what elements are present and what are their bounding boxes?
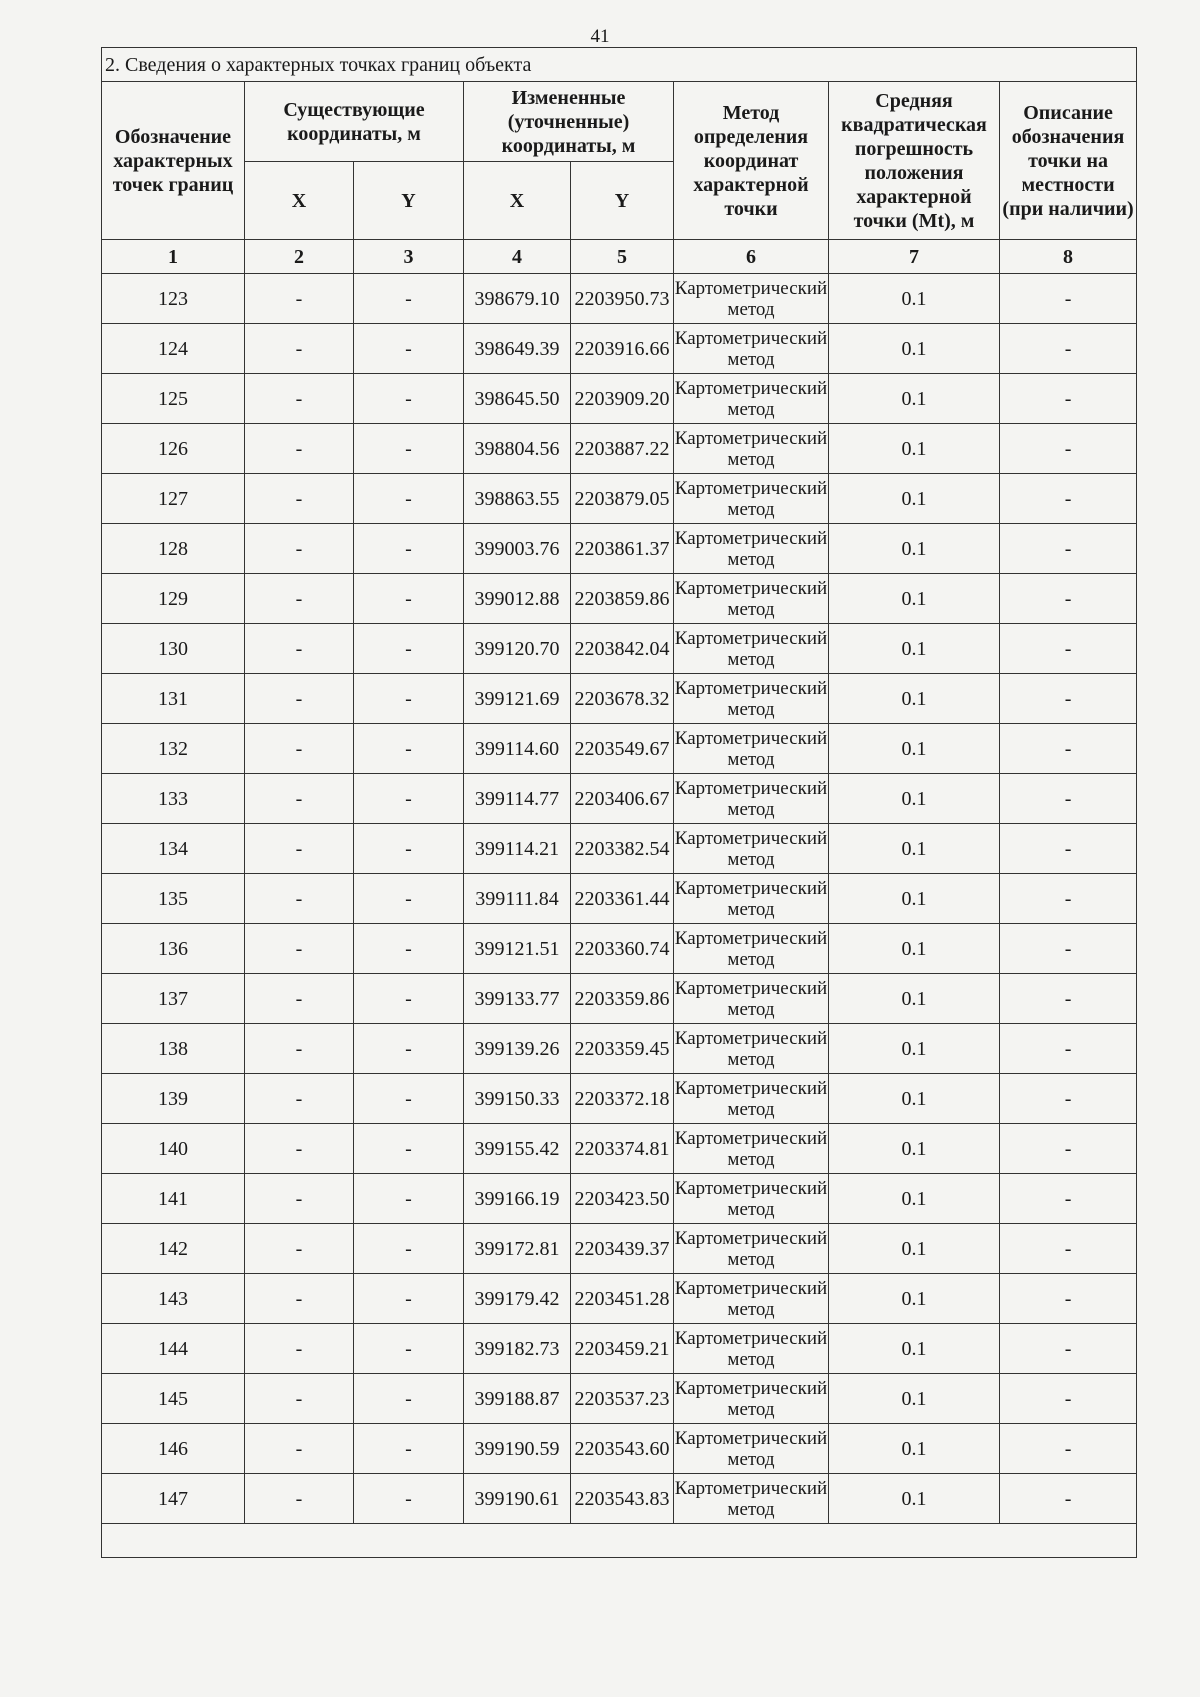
cell-point-number: 145 bbox=[102, 1374, 245, 1424]
cell-changed-y: 2203359.45 bbox=[571, 1024, 674, 1074]
cell-existing-y: - bbox=[354, 1024, 464, 1074]
cell-accuracy: 0.1 bbox=[829, 1224, 1000, 1274]
page-number: 41 bbox=[590, 26, 610, 47]
table-row bbox=[102, 1124, 1137, 1174]
header-method: Метод определения координат характерной точки bbox=[674, 82, 829, 240]
cell-method: Картометрический метод bbox=[674, 1124, 829, 1174]
cell-existing-y: - bbox=[354, 1374, 464, 1424]
cell-existing-x: - bbox=[245, 1374, 354, 1424]
cell-point-number: 143 bbox=[102, 1274, 245, 1324]
cell-existing-y: - bbox=[354, 1324, 464, 1374]
cell-point-number: 137 bbox=[102, 974, 245, 1024]
cell-existing-x: - bbox=[245, 724, 354, 774]
cell-method: Картометрический метод bbox=[674, 1424, 829, 1474]
cell-description: - bbox=[1000, 824, 1137, 874]
cell-accuracy: 0.1 bbox=[829, 874, 1000, 924]
cell-description: - bbox=[1000, 674, 1137, 724]
table-row bbox=[102, 274, 1137, 324]
cell-accuracy: 0.1 bbox=[829, 1474, 1000, 1524]
cell-description: - bbox=[1000, 374, 1137, 424]
cell-point-number: 132 bbox=[102, 724, 245, 774]
cell-existing-x: - bbox=[245, 774, 354, 824]
cell-point-number: 136 bbox=[102, 924, 245, 974]
cell-accuracy: 0.1 bbox=[829, 424, 1000, 474]
column-number: 4 bbox=[464, 240, 571, 274]
cell-method: Картометрический метод bbox=[674, 1074, 829, 1124]
cell-description: - bbox=[1000, 1024, 1137, 1074]
cell-method: Картометрический метод bbox=[674, 324, 829, 374]
header-existing-y: Y bbox=[354, 162, 464, 240]
cell-description: - bbox=[1000, 1324, 1137, 1374]
cell-existing-y: - bbox=[354, 1274, 464, 1324]
column-number: 6 bbox=[674, 240, 829, 274]
cell-changed-y: 2203909.20 bbox=[571, 374, 674, 424]
cell-existing-x: - bbox=[245, 1424, 354, 1474]
cell-accuracy: 0.1 bbox=[829, 974, 1000, 1024]
cell-accuracy: 0.1 bbox=[829, 524, 1000, 574]
cell-existing-x: - bbox=[245, 824, 354, 874]
cell-point-number: 142 bbox=[102, 1224, 245, 1274]
cell-existing-x: - bbox=[245, 1174, 354, 1224]
cell-accuracy: 0.1 bbox=[829, 574, 1000, 624]
cell-existing-x: - bbox=[245, 374, 354, 424]
cell-existing-y: - bbox=[354, 324, 464, 374]
cell-existing-y: - bbox=[354, 1124, 464, 1174]
cell-existing-x: - bbox=[245, 274, 354, 324]
cell-existing-x: - bbox=[245, 674, 354, 724]
cell-existing-x: - bbox=[245, 1024, 354, 1074]
cell-point-number: 140 bbox=[102, 1124, 245, 1174]
cell-description: - bbox=[1000, 1124, 1137, 1174]
cell-accuracy: 0.1 bbox=[829, 824, 1000, 874]
cell-accuracy: 0.1 bbox=[829, 1174, 1000, 1224]
cell-changed-x: 399111.84 bbox=[464, 874, 571, 924]
cell-existing-y: - bbox=[354, 774, 464, 824]
cell-changed-y: 2203439.37 bbox=[571, 1224, 674, 1274]
cell-description: - bbox=[1000, 1174, 1137, 1224]
cell-accuracy: 0.1 bbox=[829, 474, 1000, 524]
cell-existing-x: - bbox=[245, 1324, 354, 1374]
cell-existing-x: - bbox=[245, 424, 354, 474]
table-row bbox=[102, 524, 1137, 574]
table-row bbox=[102, 674, 1137, 724]
cell-description: - bbox=[1000, 574, 1137, 624]
cell-accuracy: 0.1 bbox=[829, 774, 1000, 824]
cell-accuracy: 0.1 bbox=[829, 674, 1000, 724]
cell-method: Картометрический метод bbox=[674, 974, 829, 1024]
cell-changed-x: 399172.81 bbox=[464, 1224, 571, 1274]
cell-existing-y: - bbox=[354, 874, 464, 924]
cell-accuracy: 0.1 bbox=[829, 324, 1000, 374]
cell-description: - bbox=[1000, 324, 1137, 374]
cell-changed-x: 398863.55 bbox=[464, 474, 571, 524]
cell-description: - bbox=[1000, 274, 1137, 324]
table-row bbox=[102, 1224, 1137, 1274]
column-number: 1 bbox=[102, 240, 245, 274]
cell-existing-y: - bbox=[354, 1474, 464, 1524]
cell-accuracy: 0.1 bbox=[829, 1074, 1000, 1124]
cell-existing-y: - bbox=[354, 624, 464, 674]
table-row bbox=[102, 1374, 1137, 1424]
cell-changed-x: 399155.42 bbox=[464, 1124, 571, 1174]
table-row bbox=[102, 1424, 1137, 1474]
cell-description: - bbox=[1000, 1274, 1137, 1324]
cell-existing-x: - bbox=[245, 324, 354, 374]
cell-point-number: 131 bbox=[102, 674, 245, 724]
cell-changed-x: 399139.26 bbox=[464, 1024, 571, 1074]
cell-existing-x: - bbox=[245, 474, 354, 524]
cell-existing-y: - bbox=[354, 1224, 464, 1274]
table-row bbox=[102, 1274, 1137, 1324]
cell-point-number: 124 bbox=[102, 324, 245, 374]
cell-accuracy: 0.1 bbox=[829, 274, 1000, 324]
cell-changed-x: 398804.56 bbox=[464, 424, 571, 474]
cell-changed-y: 2203950.73 bbox=[571, 274, 674, 324]
column-number: 5 bbox=[571, 240, 674, 274]
table-row bbox=[102, 1474, 1137, 1524]
column-number: 8 bbox=[1000, 240, 1137, 274]
cell-method: Картометрический метод bbox=[674, 624, 829, 674]
cell-changed-x: 399166.19 bbox=[464, 1174, 571, 1224]
header-changed-coords: Измененные (уточненные) координаты, м bbox=[464, 82, 674, 162]
cell-method: Картометрический метод bbox=[674, 924, 829, 974]
cell-changed-y: 2203423.50 bbox=[571, 1174, 674, 1224]
cell-method: Картометрический метод bbox=[674, 674, 829, 724]
cell-accuracy: 0.1 bbox=[829, 1274, 1000, 1324]
cell-changed-y: 2203537.23 bbox=[571, 1374, 674, 1424]
column-number: 3 bbox=[354, 240, 464, 274]
table-row bbox=[102, 324, 1137, 374]
cell-description: - bbox=[1000, 424, 1137, 474]
cell-existing-x: - bbox=[245, 1224, 354, 1274]
cell-existing-x: - bbox=[245, 974, 354, 1024]
cell-method: Картометрический метод bbox=[674, 1474, 829, 1524]
cell-changed-x: 399179.42 bbox=[464, 1274, 571, 1324]
cell-method: Картометрический метод bbox=[674, 774, 829, 824]
cell-description: - bbox=[1000, 474, 1137, 524]
cell-point-number: 135 bbox=[102, 874, 245, 924]
column-number: 2 bbox=[245, 240, 354, 274]
cell-changed-y: 2203859.86 bbox=[571, 574, 674, 624]
cell-changed-x: 399190.61 bbox=[464, 1474, 571, 1524]
cell-changed-x: 398679.10 bbox=[464, 274, 571, 324]
cell-existing-x: - bbox=[245, 1274, 354, 1324]
table-row bbox=[102, 874, 1137, 924]
cell-description: - bbox=[1000, 874, 1137, 924]
cell-existing-y: - bbox=[354, 374, 464, 424]
cell-description: - bbox=[1000, 1074, 1137, 1124]
cell-changed-x: 399120.70 bbox=[464, 624, 571, 674]
cell-changed-y: 2203382.54 bbox=[571, 824, 674, 874]
table-row bbox=[102, 1324, 1137, 1374]
cell-method: Картометрический метод bbox=[674, 574, 829, 624]
cell-existing-y: - bbox=[354, 574, 464, 624]
cell-method: Картометрический метод bbox=[674, 1024, 829, 1074]
cell-changed-x: 399003.76 bbox=[464, 524, 571, 574]
cell-existing-y: - bbox=[354, 274, 464, 324]
cell-method: Картометрический метод bbox=[674, 374, 829, 424]
cell-method: Картометрический метод bbox=[674, 424, 829, 474]
cell-existing-x: - bbox=[245, 524, 354, 574]
cell-point-number: 129 bbox=[102, 574, 245, 624]
cell-changed-y: 2203361.44 bbox=[571, 874, 674, 924]
cell-method: Картометрический метод bbox=[674, 1374, 829, 1424]
cell-existing-y: - bbox=[354, 524, 464, 574]
cell-method: Картометрический метод bbox=[674, 724, 829, 774]
header-accuracy: Средняя квадратическая погрешность положения характерной точки (Mt), м bbox=[829, 82, 1000, 240]
cell-point-number: 141 bbox=[102, 1174, 245, 1224]
cell-changed-y: 2203406.67 bbox=[571, 774, 674, 824]
cell-method: Картометрический метод bbox=[674, 824, 829, 874]
cell-changed-x: 399190.59 bbox=[464, 1424, 571, 1474]
table-row bbox=[102, 974, 1137, 1024]
header-changed-y: Y bbox=[571, 162, 674, 240]
table-row bbox=[102, 474, 1137, 524]
cell-point-number: 146 bbox=[102, 1424, 245, 1474]
cell-existing-y: - bbox=[354, 1424, 464, 1474]
cell-description: - bbox=[1000, 1374, 1137, 1424]
cell-point-number: 127 bbox=[102, 474, 245, 524]
cell-changed-y: 2203360.74 bbox=[571, 924, 674, 974]
cell-changed-y: 2203879.05 bbox=[571, 474, 674, 524]
cell-point-number: 123 bbox=[102, 274, 245, 324]
cell-point-number: 130 bbox=[102, 624, 245, 674]
cell-existing-x: - bbox=[245, 874, 354, 924]
cell-existing-y: - bbox=[354, 1174, 464, 1224]
header-existing-x: X bbox=[245, 162, 354, 240]
cell-changed-y: 2203842.04 bbox=[571, 624, 674, 674]
cell-method: Картометрический метод bbox=[674, 1324, 829, 1374]
cell-accuracy: 0.1 bbox=[829, 1124, 1000, 1174]
cell-changed-y: 2203678.32 bbox=[571, 674, 674, 724]
cell-description: - bbox=[1000, 774, 1137, 824]
cell-existing-y: - bbox=[354, 824, 464, 874]
cell-point-number: 147 bbox=[102, 1474, 245, 1524]
table-row bbox=[102, 1074, 1137, 1124]
table-row bbox=[102, 624, 1137, 674]
cell-description: - bbox=[1000, 974, 1137, 1024]
cell-changed-y: 2203543.60 bbox=[571, 1424, 674, 1474]
cell-method: Картометрический метод bbox=[674, 1174, 829, 1224]
cell-changed-x: 399114.77 bbox=[464, 774, 571, 824]
cell-method: Картометрический метод bbox=[674, 1224, 829, 1274]
cell-changed-x: 399114.60 bbox=[464, 724, 571, 774]
cell-existing-y: - bbox=[354, 724, 464, 774]
cell-changed-x: 399121.69 bbox=[464, 674, 571, 724]
cell-accuracy: 0.1 bbox=[829, 724, 1000, 774]
cell-description: - bbox=[1000, 624, 1137, 674]
table-row bbox=[102, 1174, 1137, 1224]
cell-point-number: 144 bbox=[102, 1324, 245, 1374]
header-description: Описание обозначения точки на местности (при наличии) bbox=[1000, 82, 1137, 240]
cell-accuracy: 0.1 bbox=[829, 1324, 1000, 1374]
cell-changed-y: 2203372.18 bbox=[571, 1074, 674, 1124]
cell-changed-x: 399150.33 bbox=[464, 1074, 571, 1124]
cell-description: - bbox=[1000, 1474, 1137, 1524]
cell-point-number: 138 bbox=[102, 1024, 245, 1074]
cell-existing-x: - bbox=[245, 1474, 354, 1524]
cell-changed-x: 399012.88 bbox=[464, 574, 571, 624]
table-row bbox=[102, 574, 1137, 624]
cell-changed-y: 2203359.86 bbox=[571, 974, 674, 1024]
cell-method: Картометрический метод bbox=[674, 1274, 829, 1324]
cell-changed-y: 2203459.21 bbox=[571, 1324, 674, 1374]
cell-method: Картометрический метод bbox=[674, 274, 829, 324]
cell-accuracy: 0.1 bbox=[829, 1374, 1000, 1424]
table-footer-row bbox=[102, 1524, 1137, 1558]
cell-existing-y: - bbox=[354, 474, 464, 524]
table-row bbox=[102, 724, 1137, 774]
table-row bbox=[102, 1024, 1137, 1074]
cell-changed-y: 2203861.37 bbox=[571, 524, 674, 574]
cell-point-number: 126 bbox=[102, 424, 245, 474]
cell-accuracy: 0.1 bbox=[829, 1024, 1000, 1074]
cell-point-number: 139 bbox=[102, 1074, 245, 1124]
cell-description: - bbox=[1000, 924, 1137, 974]
cell-description: - bbox=[1000, 1224, 1137, 1274]
cell-point-number: 125 bbox=[102, 374, 245, 424]
cell-changed-x: 399114.21 bbox=[464, 824, 571, 874]
table-body bbox=[102, 274, 1137, 1524]
cell-accuracy: 0.1 bbox=[829, 374, 1000, 424]
cell-changed-y: 2203887.22 bbox=[571, 424, 674, 474]
cell-changed-y: 2203374.81 bbox=[571, 1124, 674, 1174]
cell-point-number: 134 bbox=[102, 824, 245, 874]
cell-existing-x: - bbox=[245, 1124, 354, 1174]
cell-method: Картометрический метод bbox=[674, 474, 829, 524]
cell-changed-x: 399121.51 bbox=[464, 924, 571, 974]
column-number: 7 bbox=[829, 240, 1000, 274]
cell-changed-y: 2203916.66 bbox=[571, 324, 674, 374]
cell-changed-x: 399188.87 bbox=[464, 1374, 571, 1424]
cell-description: - bbox=[1000, 524, 1137, 574]
section-title: 2. Сведения о характерных точках границ объекта bbox=[102, 48, 1137, 82]
cell-description: - bbox=[1000, 724, 1137, 774]
table-row bbox=[102, 424, 1137, 474]
table-row bbox=[102, 374, 1137, 424]
cell-accuracy: 0.1 bbox=[829, 1424, 1000, 1474]
cell-existing-x: - bbox=[245, 624, 354, 674]
header-changed-x: X bbox=[464, 162, 571, 240]
cell-point-number: 133 bbox=[102, 774, 245, 824]
cell-point-number: 128 bbox=[102, 524, 245, 574]
cell-existing-y: - bbox=[354, 1074, 464, 1124]
cell-existing-y: - bbox=[354, 424, 464, 474]
cell-existing-y: - bbox=[354, 974, 464, 1024]
cell-changed-x: 399133.77 bbox=[464, 974, 571, 1024]
cell-existing-x: - bbox=[245, 924, 354, 974]
cell-existing-x: - bbox=[245, 1074, 354, 1124]
cell-changed-y: 2203543.83 bbox=[571, 1474, 674, 1524]
cell-changed-x: 399182.73 bbox=[464, 1324, 571, 1374]
boundary-points-table bbox=[101, 47, 1137, 1558]
header-point-designation: Обозначение характерных точек границ bbox=[102, 82, 245, 240]
table-row bbox=[102, 774, 1137, 824]
cell-changed-y: 2203549.67 bbox=[571, 724, 674, 774]
cell-existing-y: - bbox=[354, 924, 464, 974]
cell-description: - bbox=[1000, 1424, 1137, 1474]
cell-existing-y: - bbox=[354, 674, 464, 724]
header-existing-coords: Существующие координаты, м bbox=[245, 82, 464, 162]
table-row bbox=[102, 924, 1137, 974]
cell-changed-y: 2203451.28 bbox=[571, 1274, 674, 1324]
cell-existing-x: - bbox=[245, 574, 354, 624]
table-row bbox=[102, 824, 1137, 874]
cell-changed-x: 398645.50 bbox=[464, 374, 571, 424]
cell-accuracy: 0.1 bbox=[829, 624, 1000, 674]
cell-method: Картометрический метод bbox=[674, 874, 829, 924]
cell-accuracy: 0.1 bbox=[829, 924, 1000, 974]
cell-method: Картометрический метод bbox=[674, 524, 829, 574]
cell-changed-x: 398649.39 bbox=[464, 324, 571, 374]
